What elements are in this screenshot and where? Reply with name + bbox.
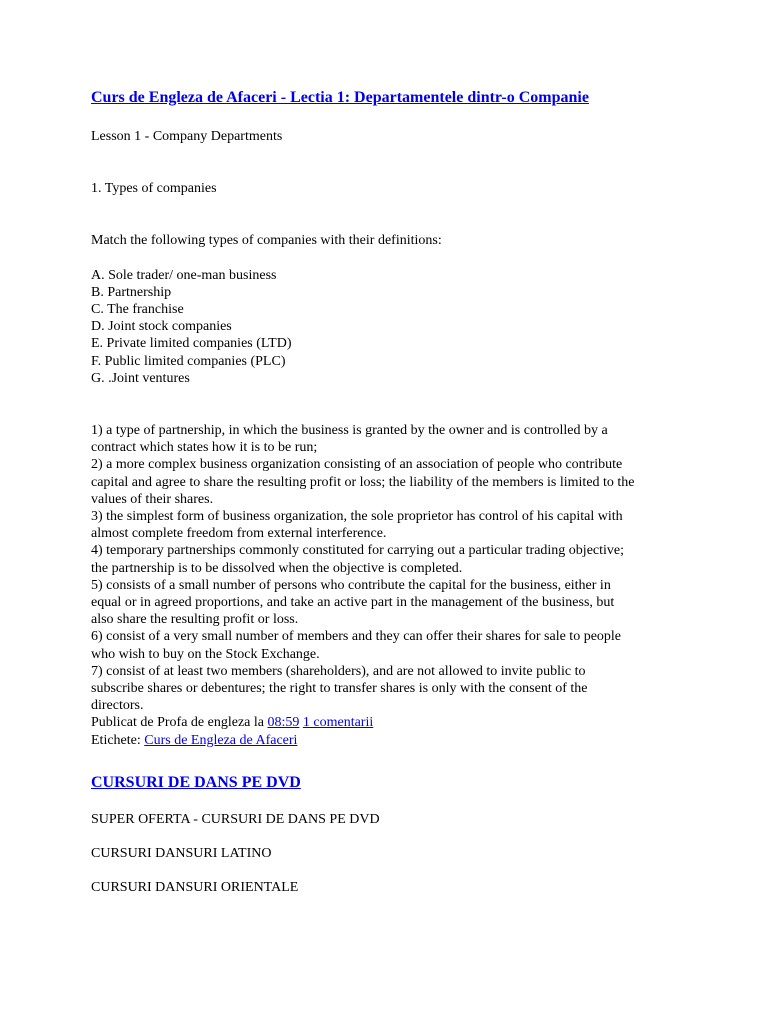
definition-line: 1) a type of partnership, in which the business is granted by the owner and is controlled by a [91, 423, 608, 439]
definition-line: 5) consists of a small number of persons who contribute the capital for the business, either in [91, 577, 611, 593]
lesson-subtitle: Lesson 1 - Company Departments [91, 129, 283, 144]
post-author-line [91, 714, 691, 731]
definition-line: also share the resulting profit or loss. [91, 612, 299, 628]
post-time-link[interactable]: 08:59 [267, 715, 300, 731]
company-type-item: G. .Joint ventures [91, 370, 190, 386]
company-type-item: C. The franchise [91, 302, 184, 318]
blog-post-dance-dvd [91, 773, 691, 897]
latino-courses-text: CURSURI DANSURI LATINO [91, 846, 272, 862]
post-title-link[interactable]: Curs de Engleza de Afaceri - Lectia 1: Departamentele dintr-o Companie [91, 89, 589, 106]
definition-line: capital and agree to share the resulting profit or loss; the liability of the members is limited to the [91, 474, 635, 490]
post-label-link[interactable]: Curs de Engleza de Afaceri [144, 732, 298, 748]
post-title [91, 773, 691, 793]
published-by-text: Publicat de Profa de engleza la [91, 715, 264, 731]
definition-line: contract which states how it is to be run; [91, 440, 318, 456]
definition-line: 3) the simplest form of business organization, the sole proprietor has control of his capital with [91, 509, 623, 525]
company-type-item: D. Joint stock companies [91, 319, 232, 335]
oriental-courses-text: CURSURI DANSURI ORIENTALE [91, 880, 299, 896]
offer-text: SUPER OFERTA - CURSURI DE DANS PE DVD [91, 811, 380, 827]
definition-line: 6) consist of a very small number of members and they can offer their shares for sale to people [91, 629, 622, 645]
company-type-item: E. Private limited companies (LTD) [91, 336, 292, 352]
definition-line: 2) a more complex business organization consisting of an association of people who contribute [91, 457, 623, 473]
definition-line: equal or in agreed proportions, and take an active part in the management of the business, but [91, 595, 615, 611]
definition-line: who wish to buy on the Stock Exchange. [91, 646, 320, 662]
company-type-item: A. Sole trader/ one-man business [91, 267, 277, 283]
definition-line: almost complete freedom from external interference. [91, 526, 387, 542]
post-title [91, 88, 691, 108]
post-footer [91, 714, 691, 748]
section-heading: 1. Types of companies [91, 181, 217, 197]
post-title-link[interactable]: CURSURI DE DANS PE DVD [91, 773, 301, 791]
post-comments-link[interactable]: 1 comentarii [302, 715, 374, 731]
definition-line: subscribe shares or debentures; the right to transfer shares is only with the consent of the [91, 681, 588, 697]
definition-line: directors. [91, 698, 144, 714]
blog-content [91, 88, 691, 897]
definition-line: 4) temporary partnerships commonly constituted for carrying out a particular trading objective; [91, 543, 624, 559]
definition-line: the partnership is to be dissolved when the objective is completed. [91, 560, 463, 576]
definitions-list [91, 422, 691, 714]
company-type-item: F. Public limited companies (PLC) [91, 353, 286, 369]
instruction-text: Match the following types of companies with their definitions: [91, 233, 442, 249]
company-type-item: B. Partnership [91, 284, 172, 300]
definition-line: values of their shares. [91, 491, 214, 507]
definition-line: 7) consist of at least two members (shareholders), and are not allowed to invite public to [91, 663, 586, 679]
post-labels-line [91, 732, 691, 749]
labels-prefix-text: Etichete: [91, 732, 141, 748]
blog-post-lesson-1 [91, 88, 691, 749]
company-types-list [91, 267, 691, 387]
